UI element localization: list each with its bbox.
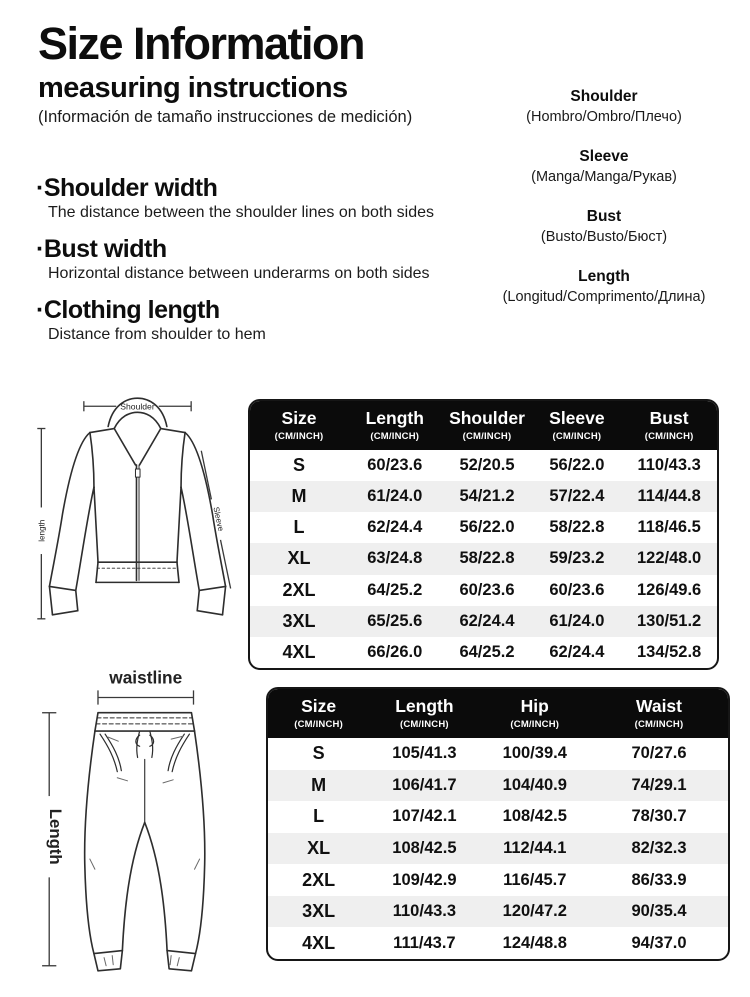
measurement-cell: 126/49.6 — [637, 580, 702, 599]
size-cell: 3XL — [282, 610, 316, 631]
header-label: Shoulder — [449, 408, 525, 429]
header-unit: (CM/INCH) — [634, 718, 684, 730]
measurement-cell: 90/35.4 — [631, 902, 687, 921]
measurement-cell: 112/44.1 — [503, 838, 567, 857]
measure-label-translation: (Busto/Busto/Бюст) — [540, 229, 668, 245]
jacket-shoulder-label: Shoulder — [120, 401, 155, 412]
measurement-cell: 78/30.7 — [631, 807, 687, 826]
measure-label-title: Length — [578, 268, 630, 285]
table-row — [268, 864, 728, 896]
jacket-diagram — [30, 386, 245, 634]
jacket-sleeve-label: Sleeve — [211, 506, 226, 533]
measurement-cell: 62/24.4 — [459, 611, 515, 630]
jacket-length-label: length — [37, 519, 47, 542]
table-row — [250, 575, 717, 606]
measurement-cell: 66/26.0 — [367, 642, 423, 661]
measurement-cell: 134/52.8 — [637, 642, 702, 661]
table-row — [250, 637, 717, 668]
pants-size-table — [266, 687, 730, 961]
measurement-cell: 107/42.1 — [392, 807, 457, 826]
size-cell: 2XL — [282, 579, 316, 600]
size-cell: M — [291, 486, 307, 507]
measurement-cell: 64/25.2 — [367, 580, 423, 599]
table-row — [250, 543, 717, 574]
header-size — [250, 401, 348, 450]
jacket-measure-lines — [37, 401, 230, 619]
measurement-cell: 65/25.6 — [367, 611, 423, 630]
measurement-cell: 62/24.4 — [367, 518, 423, 537]
page-subtitle: measuring instructions — [38, 71, 348, 104]
instruction-term: ·Bust width — [36, 235, 167, 263]
header-label: Size — [281, 408, 317, 429]
measurement-cell: 110/43.3 — [392, 902, 457, 921]
measurement-cell: 58/22.8 — [459, 549, 515, 568]
measure-label-translation: (Longitud/Comprimento/Длина) — [502, 289, 706, 305]
instruction-term: ·Clothing length — [36, 296, 220, 324]
measurement-cell: 109/42.9 — [392, 870, 457, 889]
measure-labels — [468, 88, 740, 305]
size-cell: S — [293, 455, 306, 476]
size-cell: XL — [307, 837, 331, 858]
measure-label-shoulder — [468, 88, 740, 125]
header-label: Bust — [649, 408, 689, 429]
size-cell: 2XL — [302, 869, 336, 890]
table-row — [250, 512, 717, 543]
measurement-cell: 104/40.9 — [502, 775, 567, 794]
measurement-cell: 86/33.9 — [631, 870, 687, 889]
header-shoulder — [441, 401, 532, 450]
measurement-cell: 61/24.0 — [367, 487, 423, 506]
measurement-cell: 110/43.3 — [637, 456, 701, 475]
measurement-cell: 60/23.6 — [549, 580, 605, 599]
measurement-cell: 120/47.2 — [502, 902, 567, 921]
title-block — [38, 18, 412, 127]
header-hip — [480, 689, 590, 738]
jacket-size-table — [248, 399, 719, 670]
table-row — [268, 927, 728, 959]
page-title: Size Information — [38, 18, 365, 69]
measurement-cell: 108/42.5 — [502, 807, 567, 826]
size-cell: M — [311, 774, 327, 795]
size-cell: 3XL — [302, 901, 336, 922]
pants-waistline-label: waistline — [109, 667, 183, 688]
measure-label-translation: (Manga/Manga/Рукав) — [531, 169, 677, 185]
size-cell: XL — [287, 548, 311, 569]
instruction-term: ·Shoulder width — [36, 174, 218, 202]
table-row — [268, 896, 728, 928]
measurement-cell: 118/46.5 — [637, 518, 701, 537]
measurement-cell: 59/23.2 — [549, 549, 605, 568]
header-waist — [590, 689, 728, 738]
header-unit: (CM/INCH) — [510, 718, 560, 730]
table-header-row — [268, 689, 728, 738]
measurement-cell: 54/21.2 — [459, 487, 515, 506]
header-unit: (CM/INCH) — [274, 430, 324, 442]
measurement-cell: 122/48.0 — [637, 549, 702, 568]
measurement-cell: 116/45.7 — [503, 870, 567, 889]
instruction-bust-width — [36, 235, 472, 283]
measurement-cell: 63/24.8 — [367, 549, 423, 568]
measurement-cell: 94/37.0 — [631, 933, 687, 952]
size-cell: S — [312, 743, 325, 764]
table-header-row — [250, 401, 717, 450]
table-row — [268, 738, 728, 770]
measurement-cell: 100/39.4 — [502, 744, 567, 763]
header-label: Waist — [635, 696, 682, 717]
header-length — [348, 401, 441, 450]
header-unit: (CM/INCH) — [644, 430, 694, 442]
size-cell: L — [313, 806, 325, 827]
measurement-cell: 124/48.8 — [502, 933, 567, 952]
measurement-cell: 60/23.6 — [459, 580, 515, 599]
jacket-size-table-body — [250, 450, 717, 668]
header-bust — [621, 401, 717, 450]
header-label: Length — [395, 696, 454, 717]
measurement-cell: 82/32.3 — [631, 838, 687, 857]
measurement-cell: 111/43.7 — [393, 933, 456, 952]
measurement-cell: 130/51.2 — [637, 611, 702, 630]
header-label: Size — [301, 696, 337, 717]
table-row — [268, 833, 728, 865]
table-row — [250, 450, 717, 481]
measure-label-bust — [468, 208, 740, 245]
header-unit: (CM/INCH) — [552, 430, 602, 442]
header-unit: (CM/INCH) — [462, 430, 512, 442]
table-row — [250, 606, 717, 637]
measurement-cell: 57/22.4 — [549, 487, 605, 506]
measuring-instructions-list — [36, 174, 472, 357]
measure-label-title: Shoulder — [570, 88, 638, 105]
pants-length-label: Length — [46, 808, 66, 865]
measurement-cell: 61/24.0 — [549, 611, 605, 630]
measure-label-title: Sleeve — [579, 148, 629, 165]
measure-label-length — [468, 268, 740, 305]
pants-size-table-body — [268, 738, 728, 959]
measure-label-title: Bust — [586, 208, 622, 225]
measurement-cell: 60/23.6 — [367, 456, 423, 475]
table-row — [268, 770, 728, 802]
header-unit: (CM/INCH) — [294, 718, 343, 730]
measurement-cell: 64/25.2 — [459, 642, 515, 661]
pants-diagram — [18, 666, 243, 981]
measurement-cell: 74/29.1 — [631, 775, 687, 794]
instruction-definition: Horizontal distance between underarms on both sides — [48, 265, 430, 282]
measurement-cell: 56/22.0 — [459, 518, 515, 537]
header-sleeve — [533, 401, 622, 450]
size-cell: L — [293, 517, 305, 538]
measurement-cell: 114/44.8 — [637, 487, 701, 506]
measurement-cell: 62/24.4 — [549, 642, 605, 661]
size-cell: 4XL — [282, 641, 316, 662]
page-subtitle-translation: (Información de tamaño instrucciones de medición) — [38, 107, 413, 126]
header-length — [369, 689, 479, 738]
size-cell: 4XL — [302, 932, 336, 953]
header-label: Length — [365, 408, 424, 429]
table-row — [250, 481, 717, 512]
measurement-cell: 108/42.5 — [392, 838, 457, 857]
instruction-clothing-length — [36, 296, 472, 344]
header-size — [268, 689, 369, 738]
measurement-cell: 106/41.7 — [392, 775, 457, 794]
measure-label-sleeve — [468, 148, 740, 185]
measurement-cell: 56/22.0 — [549, 456, 605, 475]
instruction-shoulder-width — [36, 174, 472, 222]
instruction-definition: Distance from shoulder to hem — [48, 326, 266, 343]
table-row — [268, 801, 728, 833]
header-unit: (CM/INCH) — [370, 430, 420, 442]
measurement-cell: 52/20.5 — [459, 456, 515, 475]
measurement-cell: 70/27.6 — [631, 744, 687, 763]
instruction-definition: The distance between the shoulder lines on both sides — [48, 204, 435, 221]
measure-label-translation: (Hombro/Ombro/Плечо) — [526, 109, 682, 125]
header-label: Sleeve — [549, 408, 605, 429]
header-label: Hip — [520, 696, 549, 717]
measurement-cell: 105/41.3 — [392, 744, 457, 763]
measurement-cell: 58/22.8 — [549, 518, 605, 537]
header-unit: (CM/INCH) — [400, 718, 449, 730]
